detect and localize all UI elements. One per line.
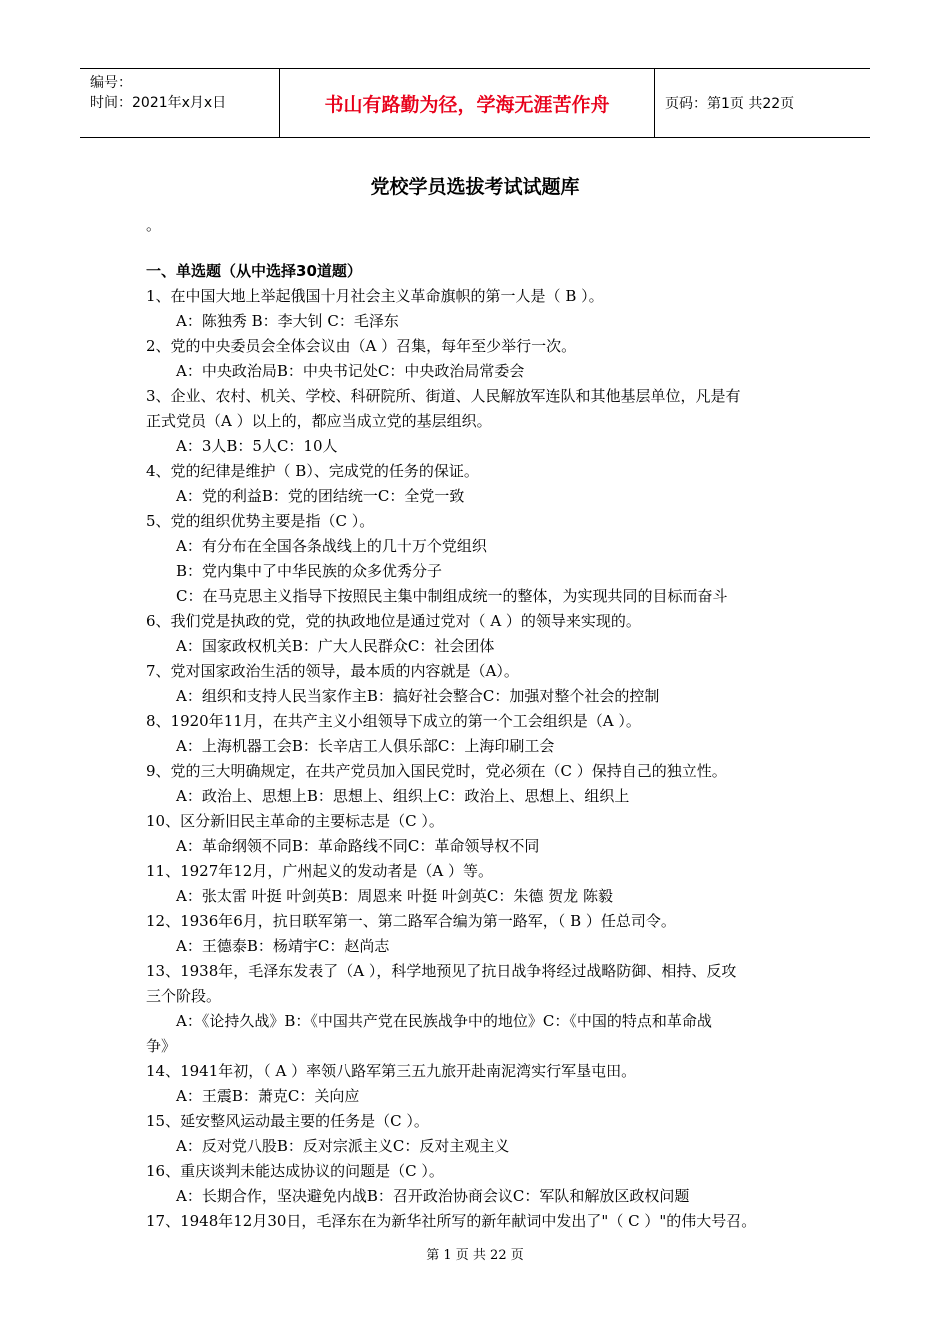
question-lines	[146, 284, 826, 1234]
section-heading: 一、单选题（从中选择30道题）	[146, 262, 362, 280]
header-table	[80, 68, 870, 138]
page-footer: 第 1 页 共 22 页	[426, 1248, 524, 1263]
question-line: 8、1920年11月，在共产主义小组领导下成立的第一个工会组织是（A ）。	[146, 712, 641, 730]
document-title: 党校学员选拔考试试题库	[370, 176, 580, 198]
question-line: 2、党的中央委员会全体会议由（A ）召集，每年至少举行一次。	[146, 337, 577, 355]
question-line: 正式党员（A ）以上的，都应当成立党的基层组织。	[146, 412, 492, 430]
answer-options-line: A：陈独秀 B：李大钊 C：毛泽东	[176, 312, 399, 330]
answer-options-line: A：反对党八股B：反对宗派主义C：反对主观主义	[176, 1137, 510, 1155]
question-line: 3、企业、农村、机关、学校、科研院所、街道、人民解放军连队和其他基层单位，凡是有	[146, 387, 741, 405]
answer-options-line: A：革命纲领不同B：革命路线不同C：革命领导权不同	[176, 837, 540, 855]
number-label: 编号：	[90, 75, 132, 91]
stray-mark: 。	[146, 216, 162, 234]
question-line: 三个阶段。	[146, 987, 222, 1005]
question-line: 13、1938年，毛泽东发表了（A ），科学地预见了抗日战争将经过战略防御、相持、反攻	[146, 962, 737, 980]
question-line: 12、1936年6月，抗日联军第一、第二路军合编为第一路军，（ B ）任总司令。	[146, 912, 676, 930]
answer-options-line: A：长期合作，坚决避免内战B：召开政治协商会议C：军队和解放区政权问题	[176, 1187, 690, 1205]
answer-options-line: A：张太雷 叶挺 叶剑英B：周恩来 叶挺 叶剑英C：朱德 贺龙 陈毅	[176, 887, 613, 905]
answer-options-line: A：3人B：5人C：10人	[176, 437, 338, 455]
answer-options-line: C：在马克思主义指导下按照民主集中制组成统一的整体，为实现共同的目标而奋斗	[176, 587, 728, 605]
answer-options-line: A：上海机器工会B：长辛店工人俱乐部C：上海印刷工会	[176, 737, 555, 755]
answer-options-line: A：王震B：萧克C：关向应	[176, 1087, 360, 1105]
question-line: 16、重庆谈判未能达成协议的问题是（C ）。	[146, 1162, 444, 1180]
question-line: 4、党的纪律是维护（ B）、完成党的任务的保证。	[146, 462, 479, 480]
question-line: 9、党的三大明确规定，在共产党员加入国民党时，党必须在（C ）保持自己的独立性。	[146, 762, 727, 780]
answer-options-line: A：政治上、思想上B：思想上、组织上C：政治上、思想上、组织上	[176, 787, 630, 805]
header-motto: 书山有路勤为径，学海无涯苦作舟	[280, 69, 655, 137]
header-page-info: 页码：第1页 共22页	[665, 96, 795, 112]
question-body	[146, 259, 826, 1234]
header-meta-cell	[80, 69, 280, 137]
question-line: 17、1948年12月30日，毛泽东在为新华社所写的新年献词中发出了"（ C ）"的伟大号召。	[146, 1212, 757, 1230]
question-line: 6、我们党是执政的党，党的执政地位是通过党对（ A ）的领导来实现的。	[146, 612, 641, 630]
answer-options-line: A：有分布在全国各条战线上的几十万个党组织	[176, 537, 487, 555]
answer-options-line: A：《论持久战》B：《中国共产党在民族战争中的地位》C：《中国的特点和革命战	[176, 1012, 712, 1030]
question-line: 15、延安整风运动最主要的任务是（C ）。	[146, 1112, 429, 1130]
answer-options-line: A：党的利益B：党的团结统一C：全党一致	[176, 487, 465, 505]
question-line: 7、党对国家政治生活的领导，最本质的内容就是（A）。	[146, 662, 519, 680]
question-line: 10、区分新旧民主革命的主要标志是（C ）。	[146, 812, 444, 830]
answer-options-line: A：王德泰B：杨靖宇C：赵尚志	[176, 937, 390, 955]
question-line: 11、1927年12月，广州起义的发动者是（A ）等。	[146, 862, 493, 880]
time-label: 时间：2021年x月x日	[90, 95, 227, 111]
answer-options-line: A：组织和支持人民当家作主B：搞好社会整合C：加强对整个社会的控制	[176, 687, 660, 705]
question-line: 5、党的组织优势主要是指（C ）。	[146, 512, 375, 530]
question-line: 14、1941年初，（ A ）率领八路军第三五九旅开赴南泥湾实行军垦屯田。	[146, 1062, 637, 1080]
question-line: 争》	[146, 1037, 177, 1055]
answer-options-line: A：国家政权机关B：广大人民群众C：社会团体	[176, 637, 495, 655]
answer-options-line: A：中央政治局B：中央书记处C：中央政治局常委会	[176, 362, 525, 380]
answer-options-line: B：党内集中了中华民族的众多优秀分子	[176, 562, 443, 580]
question-line: 1、在中国大地上举起俄国十月社会主义革命旗帜的第一人是（ B ）。	[146, 287, 604, 305]
